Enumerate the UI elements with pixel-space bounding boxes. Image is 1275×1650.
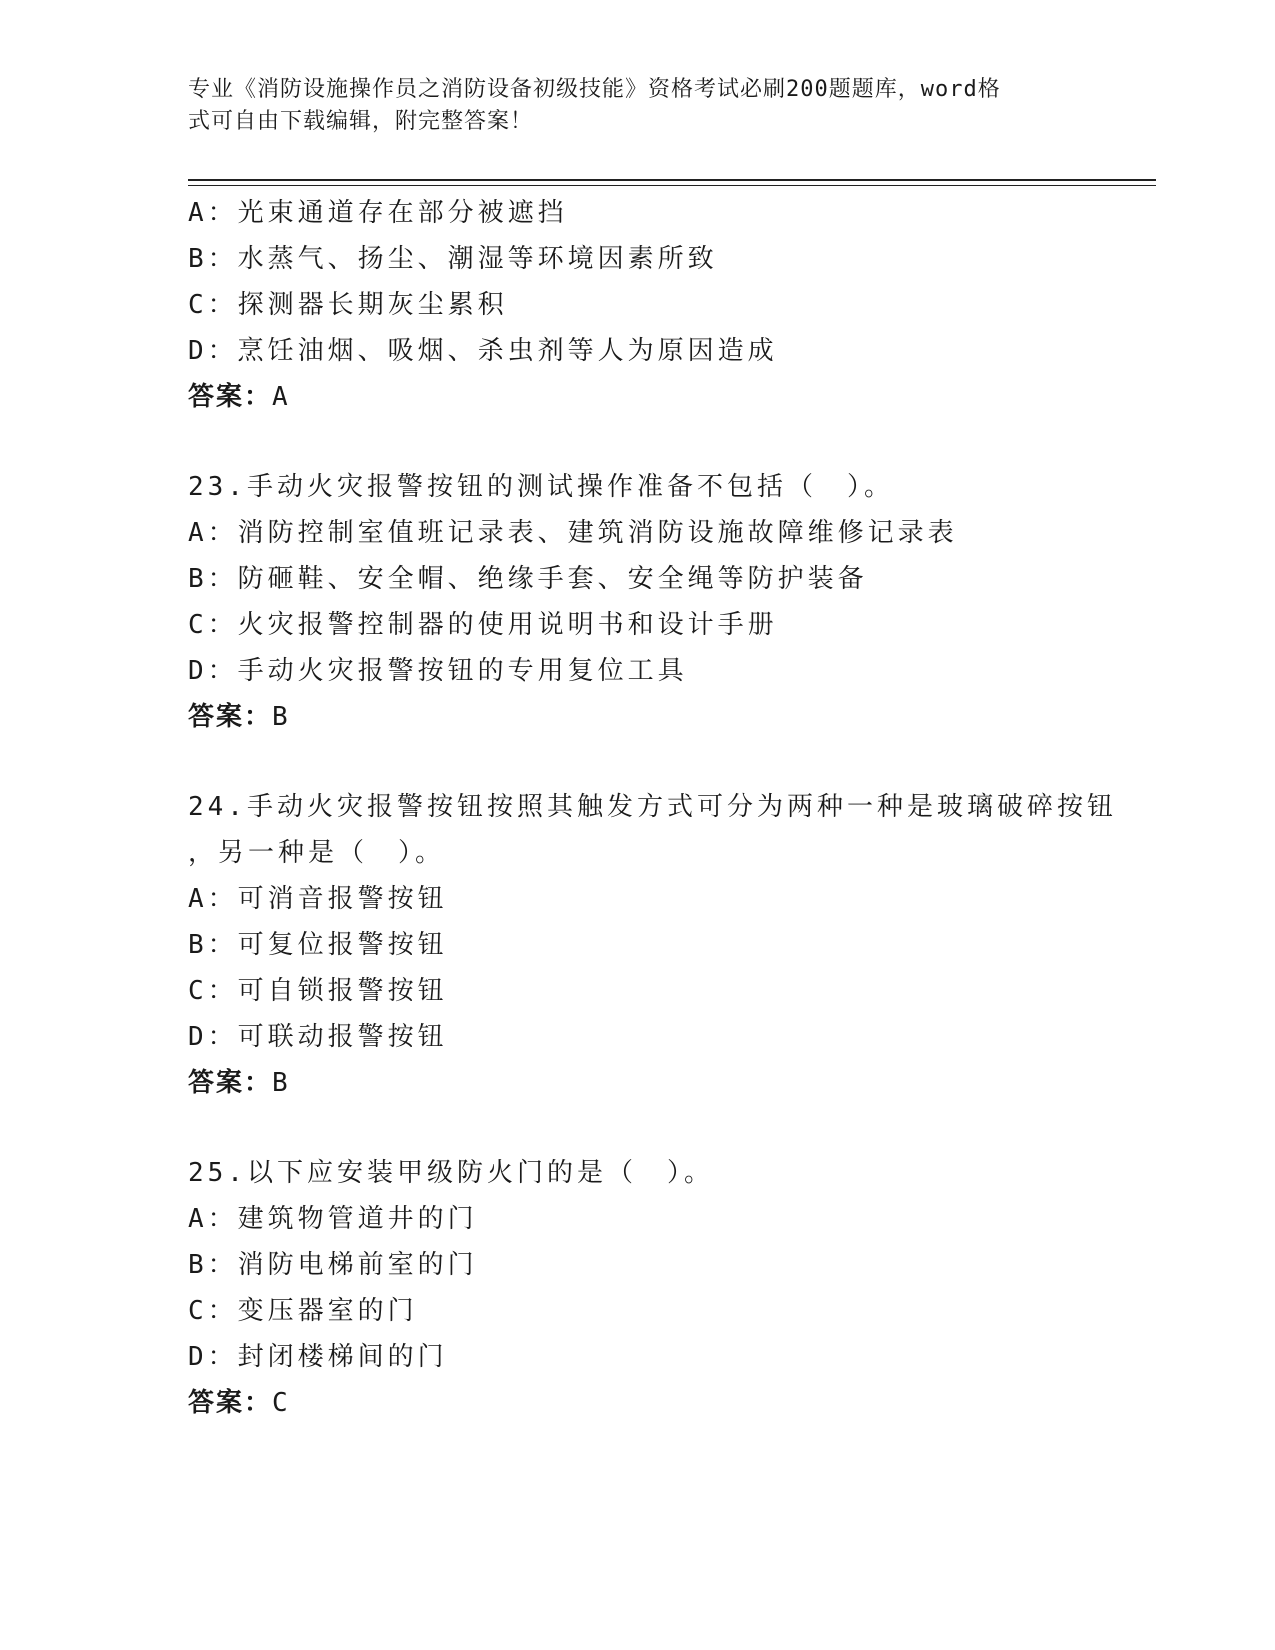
answer-value: B (272, 1068, 289, 1098)
question-block (188, 464, 1148, 740)
answer-option: A：建筑物管道井的门 (188, 1204, 478, 1234)
question-block (188, 1150, 1148, 1426)
question-stem: ，另一种是（ ）。 (188, 838, 446, 868)
question-stem: 23.手动火灾报警按钮的测试操作准备不包括（ ）。 (188, 472, 894, 502)
answer-label: 答案： (188, 702, 273, 732)
answer-line (188, 1380, 1148, 1426)
question-block (188, 784, 1148, 1106)
document-header (188, 74, 1068, 138)
answer-label: 答案： (188, 1068, 273, 1098)
answer-option: D：可联动报警按钮 (188, 1022, 448, 1052)
answer-option: C：可自锁报警按钮 (188, 976, 448, 1006)
answer-option: C：探测器长期灰尘累积 (188, 290, 508, 320)
answer-label: 答案： (188, 382, 273, 412)
answer-line (188, 1060, 1148, 1106)
answer-option: D：烹饪油烟、吸烟、杀虫剂等人为原因造成 (188, 336, 778, 366)
answer-label: 答案： (188, 1388, 273, 1418)
answer-option: A：光束通道存在部分被遮挡 (188, 198, 568, 228)
header-divider-thin (188, 185, 1156, 186)
answer-value: B (272, 702, 289, 732)
answer-option: C：火灾报警控制器的使用说明书和设计手册 (188, 610, 778, 640)
answer-line (188, 374, 1148, 420)
question-block (188, 190, 1148, 420)
answer-line (188, 694, 1148, 740)
question-list (188, 190, 1148, 1426)
answer-option: D：手动火灾报警按钮的专用复位工具 (188, 656, 688, 686)
answer-option: C：变压器室的门 (188, 1296, 418, 1326)
answer-option: A：可消音报警按钮 (188, 884, 448, 914)
answer-value: C (272, 1388, 289, 1418)
answer-option: B：可复位报警按钮 (188, 930, 448, 960)
question-stem: 25.以下应安装甲级防火门的是（ ）。 (188, 1158, 714, 1188)
question-stem: 24.手动火灾报警按钮按照其触发方式可分为两种一种是玻璃破碎按钮 (188, 792, 1117, 822)
answer-option: B：消防电梯前室的门 (188, 1250, 478, 1280)
answer-option: A：消防控制室值班记录表、建筑消防设施故障维修记录表 (188, 518, 958, 548)
header-line-2: 式可自由下载编辑，附完整答案！ (188, 109, 534, 134)
header-divider-thick (188, 179, 1156, 181)
header-line-1: 专业《消防设施操作员之消防设备初级技能》资格考试必刷200题题库，word格 (188, 77, 1001, 102)
answer-value: A (272, 382, 289, 412)
answer-option: D：封闭楼梯间的门 (188, 1342, 448, 1372)
answer-option: B：防砸鞋、安全帽、绝缘手套、安全绳等防护装备 (188, 564, 868, 594)
answer-option: B：水蒸气、扬尘、潮湿等环境因素所致 (188, 244, 718, 274)
